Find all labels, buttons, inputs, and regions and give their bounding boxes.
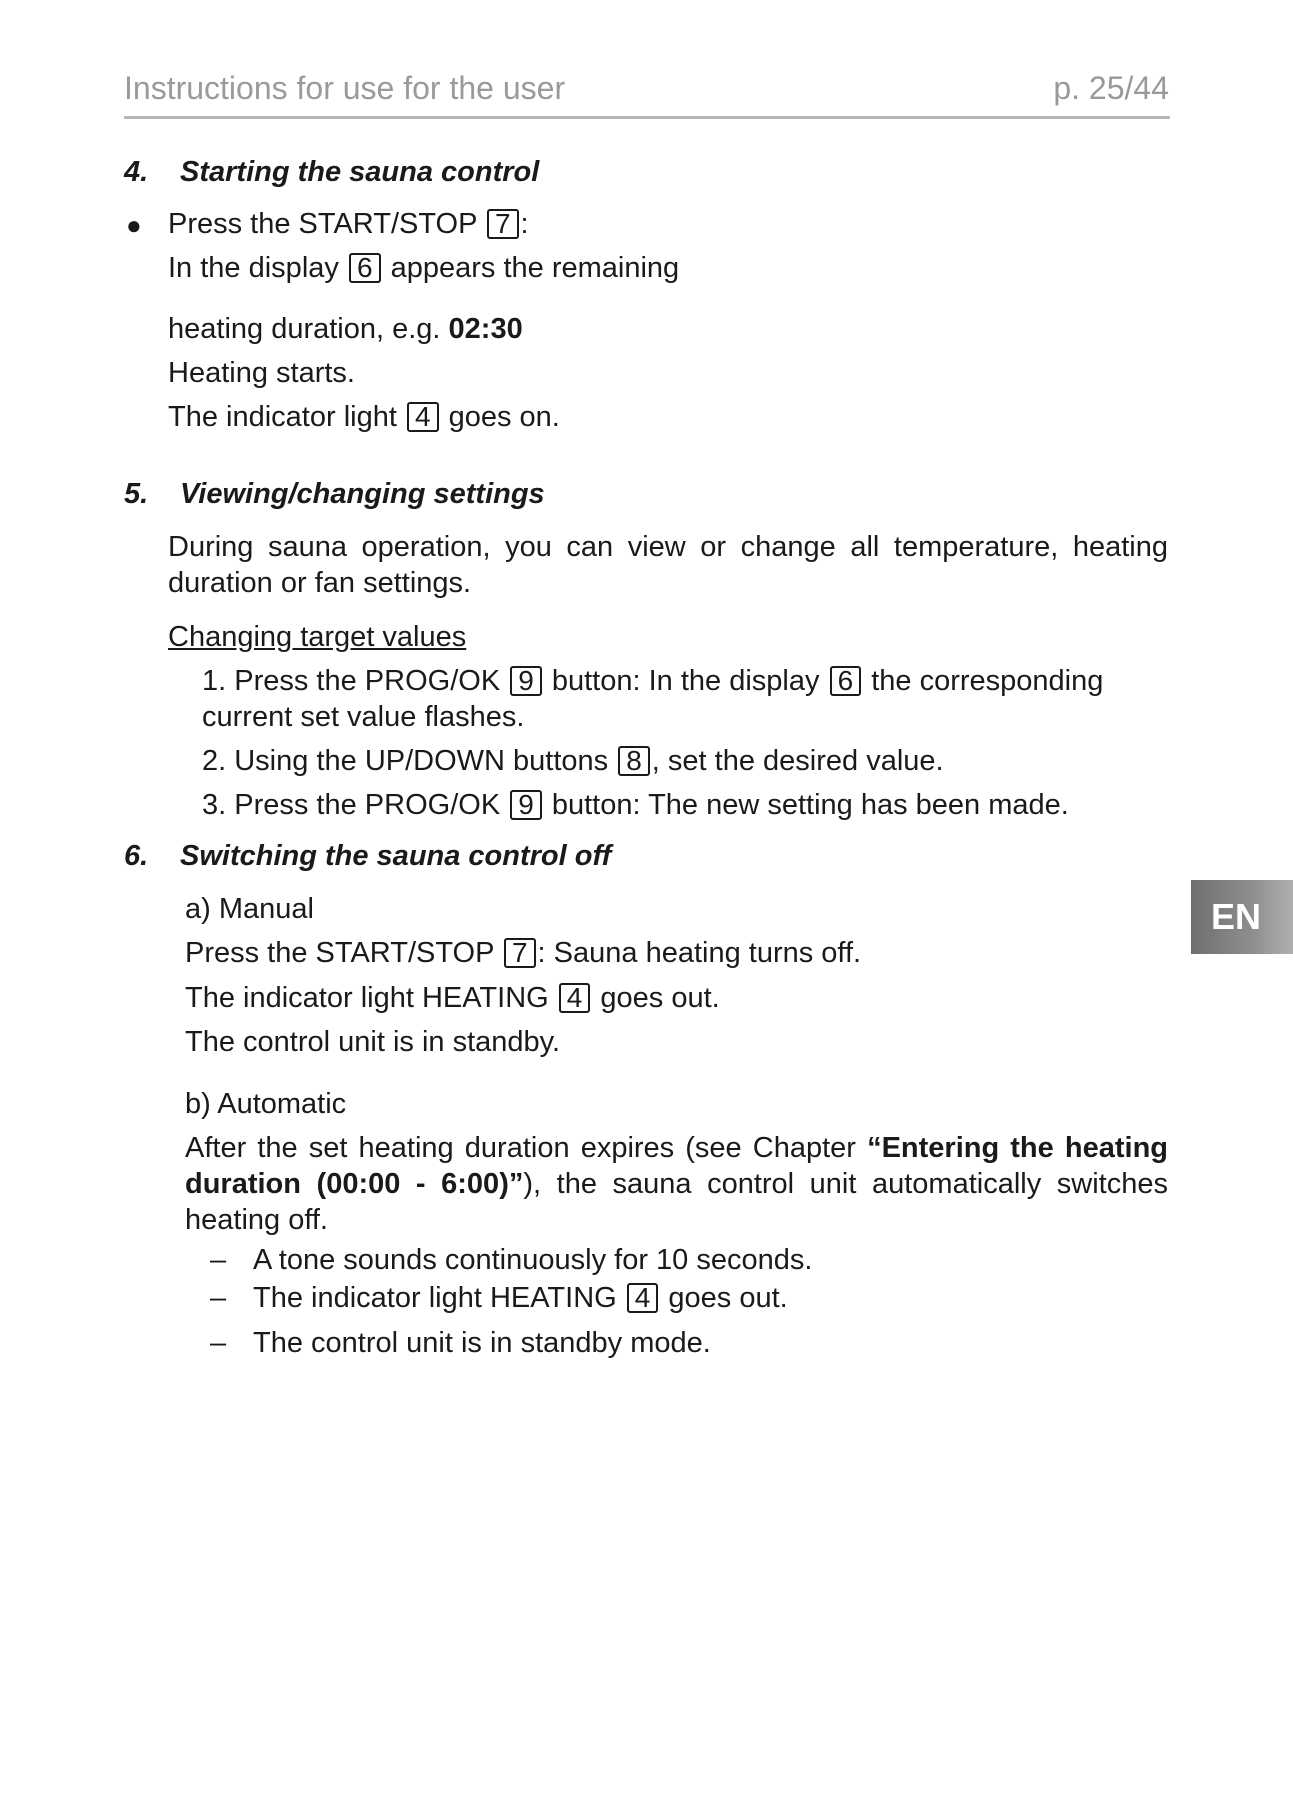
text: : Sauna heating turns off.	[537, 937, 862, 969]
header-divider	[124, 116, 1170, 119]
section-title: Starting the sauna control	[180, 156, 540, 188]
instruction-line: Heating starts.	[168, 357, 355, 389]
step-1-continued: current set value flashes.	[202, 701, 525, 733]
text: the corresponding	[871, 665, 1104, 697]
instruction-line	[168, 313, 523, 346]
text: 3. Press the PROG/OK	[202, 789, 501, 821]
instruction-line	[185, 937, 861, 970]
language-tab-en	[1191, 880, 1293, 954]
text: ), the sauna control unit automatically switches heating off.	[185, 1168, 1168, 1236]
text: goes on.	[448, 401, 560, 433]
duration-example: 02:30	[448, 313, 523, 345]
bullet-icon: ●	[126, 210, 142, 240]
list-item	[253, 1282, 788, 1315]
reference-box-6: 6	[349, 253, 381, 283]
text: button: The new setting has been made.	[551, 789, 1069, 821]
reference-box-4: 4	[407, 402, 439, 432]
text: The indicator light HEATING	[185, 982, 549, 1014]
text: goes out.	[668, 1282, 788, 1314]
text: Press the START/STOP	[168, 208, 477, 240]
automatic-label: b) Automatic	[185, 1088, 347, 1120]
reference-box-4: 4	[627, 1283, 659, 1313]
section-title: Viewing/changing settings	[180, 478, 545, 510]
step-2	[202, 745, 944, 778]
dash-bullet: –	[210, 1282, 227, 1314]
text: :	[520, 208, 529, 240]
text: heating duration, e.g.	[168, 313, 441, 345]
page-number: p. 25/44	[1053, 70, 1169, 106]
list-item: A tone sounds continuously for 10 seconds.	[253, 1244, 813, 1276]
reference-box-4: 4	[559, 983, 591, 1013]
list-item: The control unit is in standby mode.	[253, 1327, 711, 1359]
reference-box-7: 7	[504, 938, 536, 968]
section-title: Switching the sauna control off	[180, 840, 612, 872]
instruction-line	[168, 401, 560, 434]
dash-bullet: –	[210, 1244, 227, 1276]
language-tab-label: EN	[1211, 896, 1262, 937]
section-number: 5.	[124, 478, 149, 510]
reference-box-9: 9	[510, 790, 542, 820]
section-4-heading	[124, 156, 539, 189]
step-1	[202, 665, 1103, 698]
text: goes out.	[600, 982, 720, 1014]
text: appears the remaining	[390, 252, 680, 284]
automatic-paragraph	[185, 1130, 1168, 1238]
text: Press the START/STOP	[185, 937, 494, 969]
text: The indicator light HEATING	[253, 1282, 617, 1314]
text: button: In the display	[551, 665, 820, 697]
text: After the set heating duration expires (see Chapter	[185, 1132, 868, 1164]
document-header-title: Instructions for use for the user	[124, 70, 566, 106]
section-number: 4.	[124, 156, 149, 188]
section-paragraph: During sauna operation, you can view or change all temperature, heating duration or fan settings.	[168, 531, 1168, 599]
instruction-line: The control unit is in standby.	[185, 1026, 561, 1058]
instruction-line	[168, 252, 679, 285]
text: , set the desired value.	[651, 745, 944, 777]
dash-bullet: –	[210, 1327, 227, 1359]
section-5-heading	[124, 478, 545, 511]
reference-box-7: 7	[487, 209, 519, 239]
reference-box-9: 9	[510, 666, 542, 696]
instruction-line	[185, 982, 720, 1015]
text: 1. Press the PROG/OK	[202, 665, 501, 697]
text: 2. Using the UP/DOWN buttons	[202, 745, 609, 777]
reference-box-8: 8	[618, 746, 650, 776]
reference-box-6: 6	[830, 666, 862, 696]
text: The indicator light	[168, 401, 397, 433]
instruction-line	[168, 208, 529, 241]
text: In the display	[168, 252, 339, 284]
manual-label: a) Manual	[185, 893, 314, 925]
chapter-reference: “Entering the heating duration (00:00 - 6:00)”	[185, 1132, 1168, 1200]
section-number: 6.	[124, 840, 149, 872]
step-3	[202, 789, 1069, 822]
section-6-heading	[124, 840, 611, 873]
subheading: Changing target values	[168, 621, 467, 653]
